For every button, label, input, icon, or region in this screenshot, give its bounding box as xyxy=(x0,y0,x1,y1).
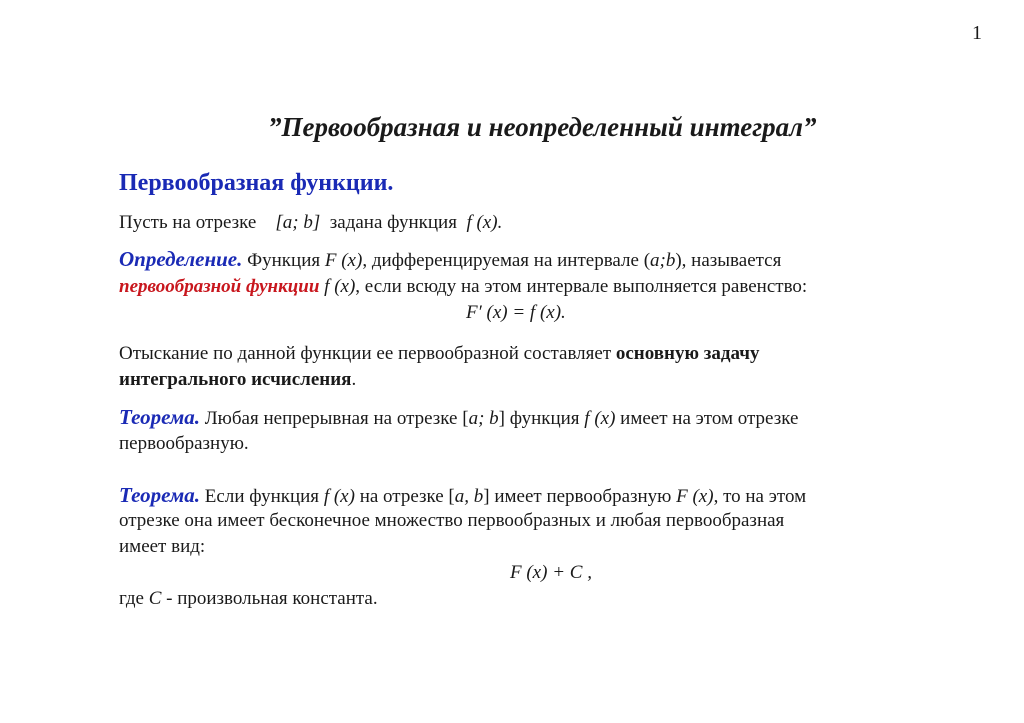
theorem1-text-1a: Любая непрерывная на отрезке [ xyxy=(200,408,469,429)
theorem1-label: Теорема. xyxy=(119,405,201,429)
theorem1-ab: a; b xyxy=(468,408,499,429)
intro-text-1: Пусть на отрезке xyxy=(119,212,257,233)
definition-text-1c: ), называется xyxy=(675,250,782,271)
intro-function: f (x). xyxy=(466,212,503,233)
theorem2-f: f (x) xyxy=(323,486,355,507)
definition-ab: a;b xyxy=(650,250,676,271)
theorem2-ab: a, b xyxy=(454,486,484,507)
intro-text-2: задана функция xyxy=(329,212,457,233)
task-bold-1: основную задачу xyxy=(615,343,760,364)
page-title: ”Первообразная и неопределенный интеграл” xyxy=(268,112,817,142)
intro-interval: [a; b] xyxy=(275,212,321,233)
task-text-1: Отыскание по данной функции ее первообразной составляет xyxy=(119,343,616,364)
theorem2-where-a: где xyxy=(119,588,149,609)
theorem2-line-3: имеет вид: xyxy=(119,536,206,557)
theorem1-f: f (x) xyxy=(584,408,616,429)
definition-equation: F′ (x) = f (x). xyxy=(466,302,566,323)
theorem2-where-b: - произвольная константа. xyxy=(161,588,378,609)
definition-f: f (x) xyxy=(324,276,356,297)
theorem2-F: F (x) xyxy=(676,486,714,507)
theorem1-line-2: первообразную. xyxy=(119,433,249,454)
theorem1-line-1 xyxy=(119,405,798,430)
definition-text-1b: , дифференцируемая на интервале ( xyxy=(362,250,651,271)
definition-line-1 xyxy=(119,247,781,272)
task-line-2 xyxy=(119,369,356,391)
definition-text-2b: , если всюду на этом интервале выполняется равенство: xyxy=(355,276,808,297)
theorem2-text-1a: Если функция xyxy=(200,486,324,507)
theorem2-where-line xyxy=(119,588,378,610)
definition-line-2 xyxy=(119,276,807,298)
page-number: 1 xyxy=(972,22,982,44)
definition-F: F (x) xyxy=(324,250,363,271)
theorem2-line-1 xyxy=(119,483,806,508)
theorem2-text-1c: ] имеет первообразную xyxy=(483,486,677,507)
task-end: . xyxy=(351,369,357,390)
definition-text-1a: Функция xyxy=(242,250,325,271)
theorem1-text-1b: ] функция xyxy=(498,408,585,429)
section-title: Первообразная функции. xyxy=(119,170,394,196)
theorem2-C: C xyxy=(148,588,162,609)
theorem2-label: Теорема. xyxy=(119,483,201,507)
definition-label: Определение. xyxy=(119,247,243,271)
intro-line xyxy=(119,212,502,234)
theorem2-text-1b: на отрезке [ xyxy=(354,486,455,507)
task-bold-2: интегрального исчисления xyxy=(119,369,352,390)
definition-red-term: первообразной функции xyxy=(119,276,320,297)
task-line-1 xyxy=(119,343,759,365)
theorem2-formula: F (x) + C , xyxy=(510,562,592,583)
theorem1-text-1c: имеет на этом отрезке xyxy=(615,408,799,429)
theorem2-line-2: отрезке она имеет бесконечное множество первообразных и любая первообразная xyxy=(119,510,785,531)
theorem2-text-1d: , то на этом xyxy=(713,486,807,507)
